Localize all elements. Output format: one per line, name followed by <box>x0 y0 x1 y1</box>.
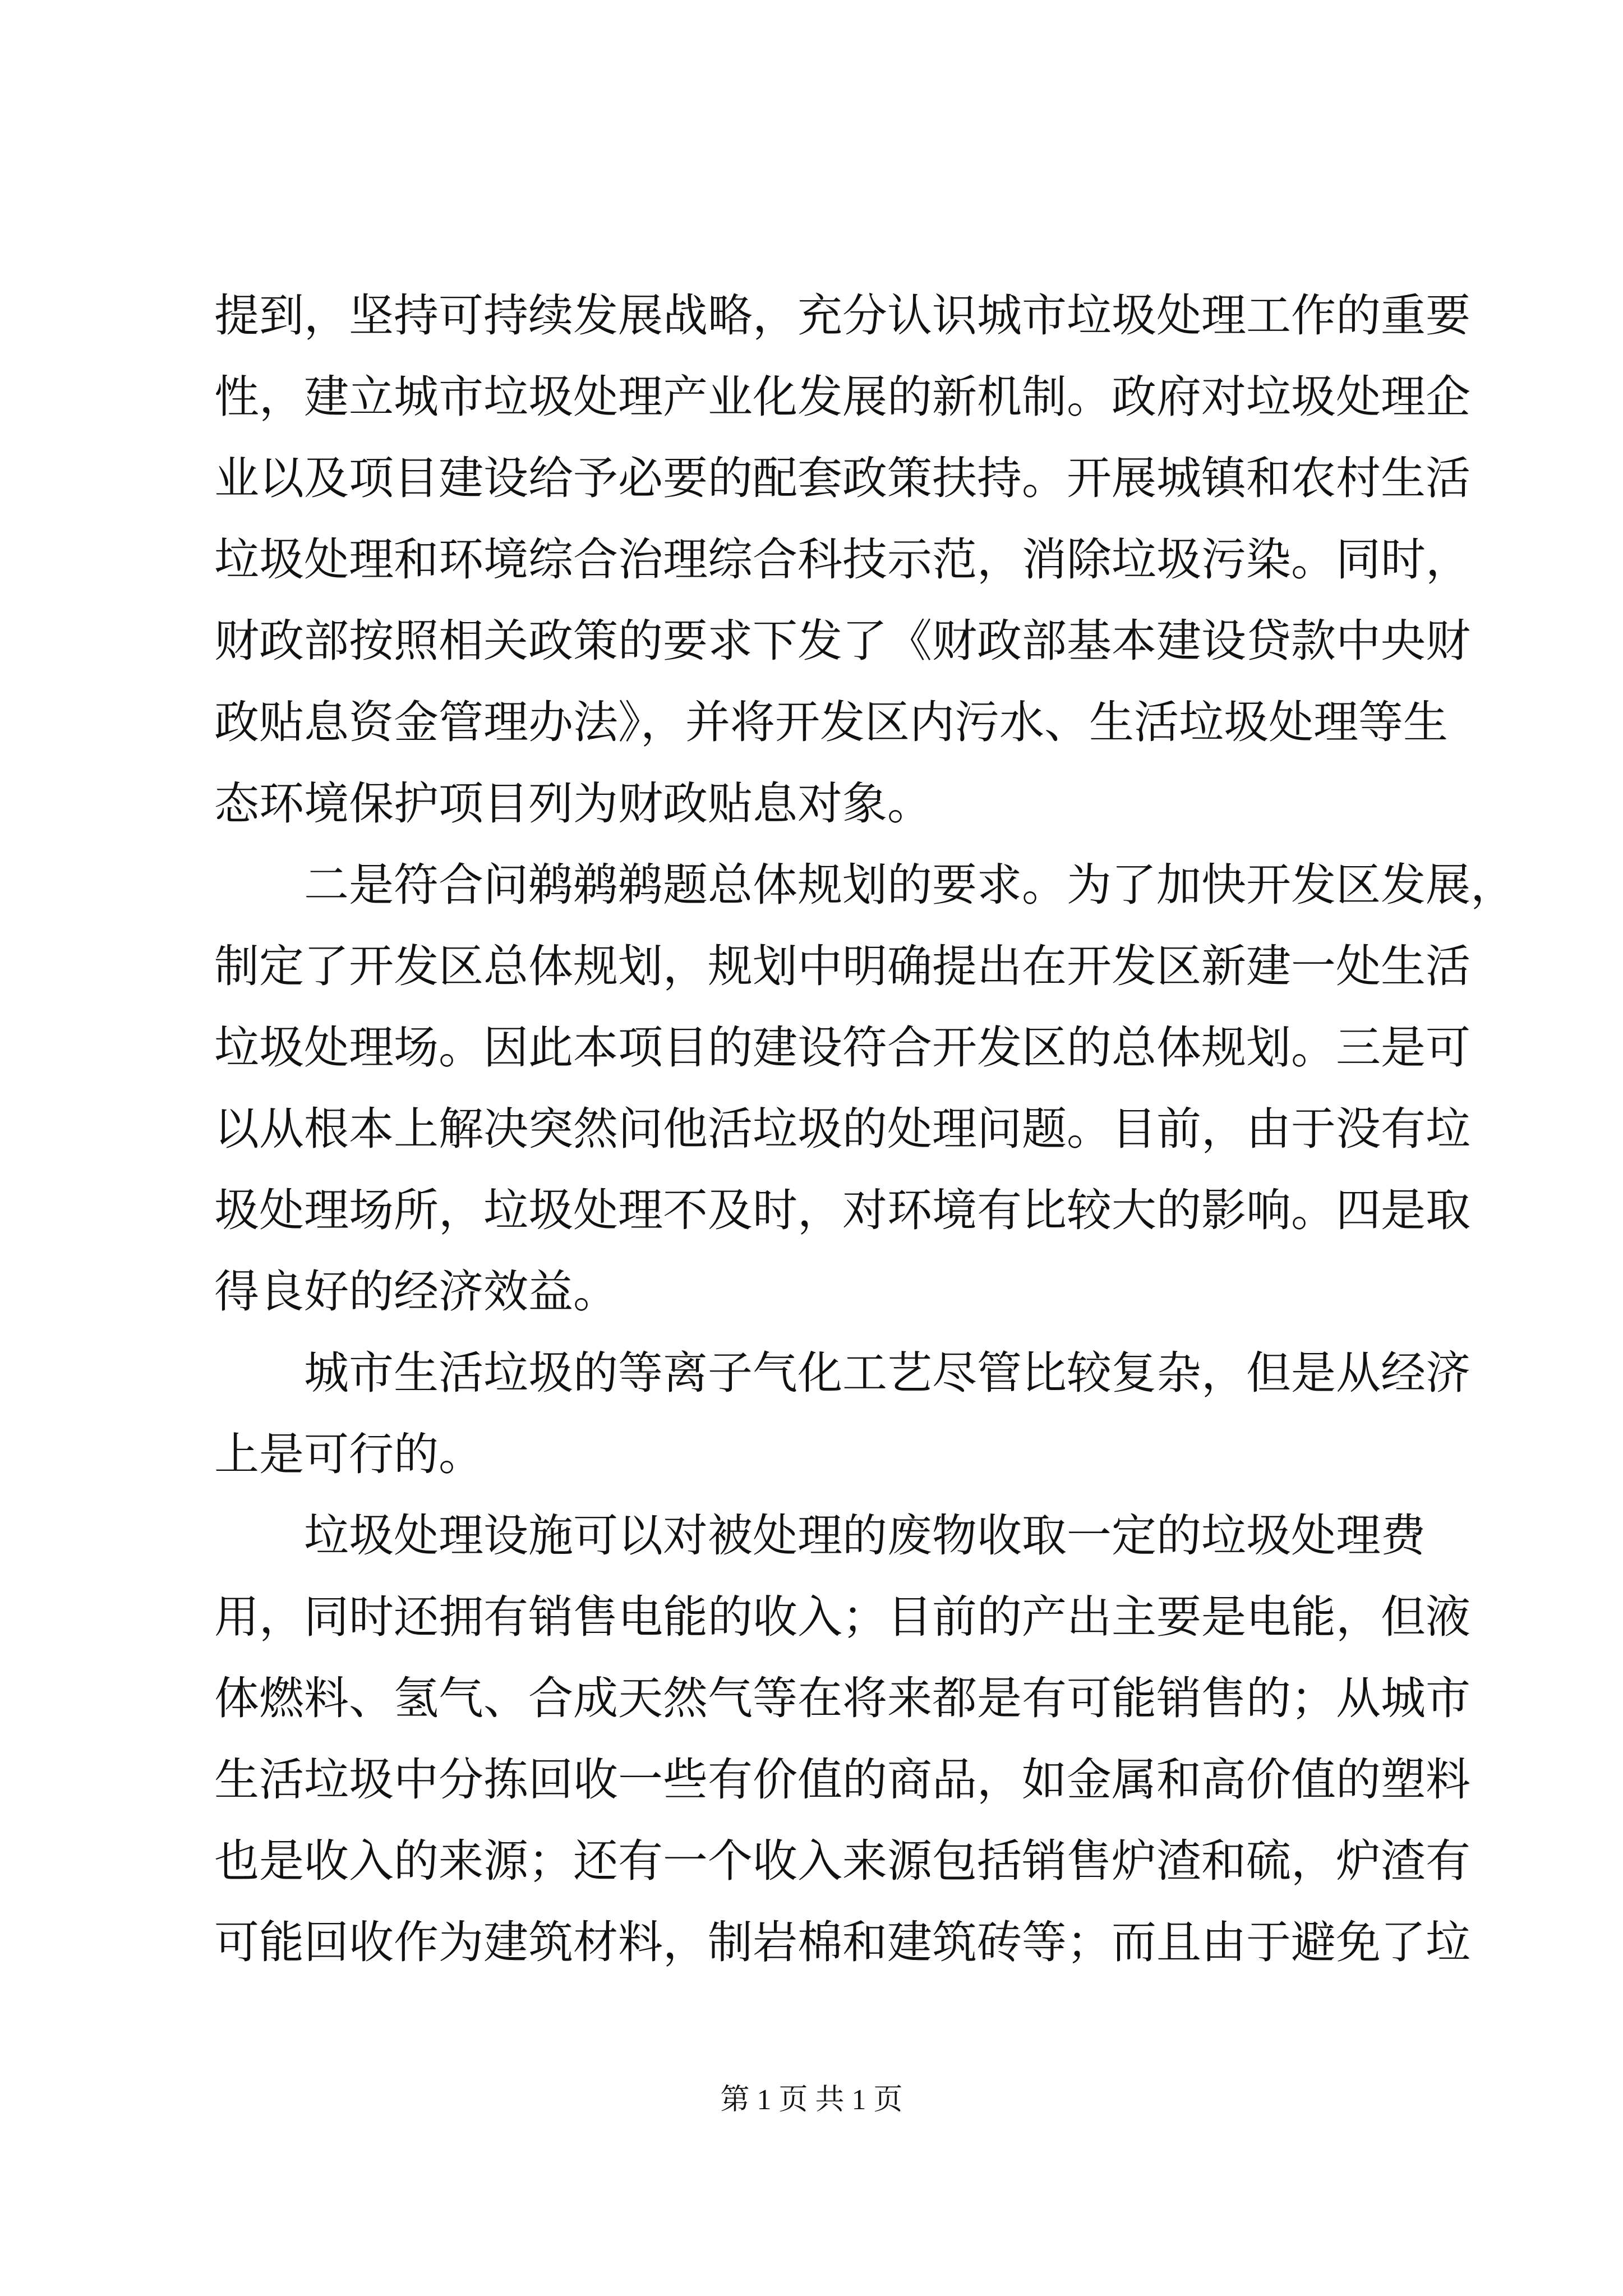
text-line: 态环境保护项目列为财政贴息对象。 <box>214 777 932 830</box>
text-line: 可能回收作为建筑材料，制岩棉和建筑砖等；而且由于避免了垃 <box>214 1916 1470 1968</box>
text-line: 性，建立城市垃圾处理产业化发展的新机制。政府对垃圾处理企 <box>214 371 1470 423</box>
text-line: 制定了开发区总体规划，规划中明确提出在开发区新建一处生活 <box>214 940 1470 992</box>
text-line: 以从根本上解决突然问他活垃圾的处理问题。目前，由于没有垃 <box>214 1103 1470 1155</box>
text-line: 圾处理场所，垃圾处理不及时，对环境有比较大的影响。四是取 <box>214 1184 1470 1236</box>
text-line: 业以及项目建设给予必要的配套政策扶持。开展城镇和农村生活 <box>214 452 1470 504</box>
text-line: 垃圾处理和环境综合治理综合科技示范，消除垃圾污染。同时， <box>214 533 1470 586</box>
page-footer: 第 1 页 共 1 页 <box>720 2084 903 2116</box>
document-body <box>214 275 1515 1983</box>
text-line: 用，同时还拥有销售电能的收入；目前的产出主要是电能，但液 <box>214 1591 1470 1643</box>
text-line: 体燃料、氢气、合成天然气等在将来都是有可能销售的；从城市 <box>214 1672 1470 1724</box>
text-line: 生活垃圾中分拣回收一些有价值的商品，如金属和高价值的塑料 <box>214 1754 1470 1806</box>
text-line: 城市生活垃圾的等离子气化工艺尽管比较复杂，但是从经济 <box>304 1347 1470 1399</box>
text-line: 财政部按照相关政策的要求下发了《财政部基本建设贷款中央财 <box>214 615 1470 667</box>
text-line: 上是可行的。 <box>214 1428 483 1480</box>
text-line: 二是符合问鹈鹈鹈题总体规划的要求。为了加快开发区发展， <box>304 859 1515 911</box>
text-line: 垃圾处理设施可以对被处理的废物收取一定的垃圾处理费 <box>304 1510 1426 1562</box>
paragraph-3 <box>214 1332 1470 1495</box>
text-line: 提到，坚持可持续发展战略，充分认识城市垃圾处理工作的重要 <box>214 289 1470 342</box>
paragraph-2 <box>214 844 1515 1332</box>
text-line: 垃圾处理场。因此本项目的建设符合开发区的总体规划。三是可 <box>214 1022 1470 1074</box>
text-line: 得良好的经济效益。 <box>214 1266 618 1318</box>
text-line: 也是收入的来源；还有一个收入来源包括销售炉渣和硫，炉渣有 <box>214 1835 1470 1887</box>
paragraph-1 <box>214 275 1470 844</box>
text-line: 政贴息资金管理办法》，并将开发区内污水、生活垃圾处理等生 <box>214 696 1448 748</box>
paragraph-4 <box>214 1495 1470 1983</box>
